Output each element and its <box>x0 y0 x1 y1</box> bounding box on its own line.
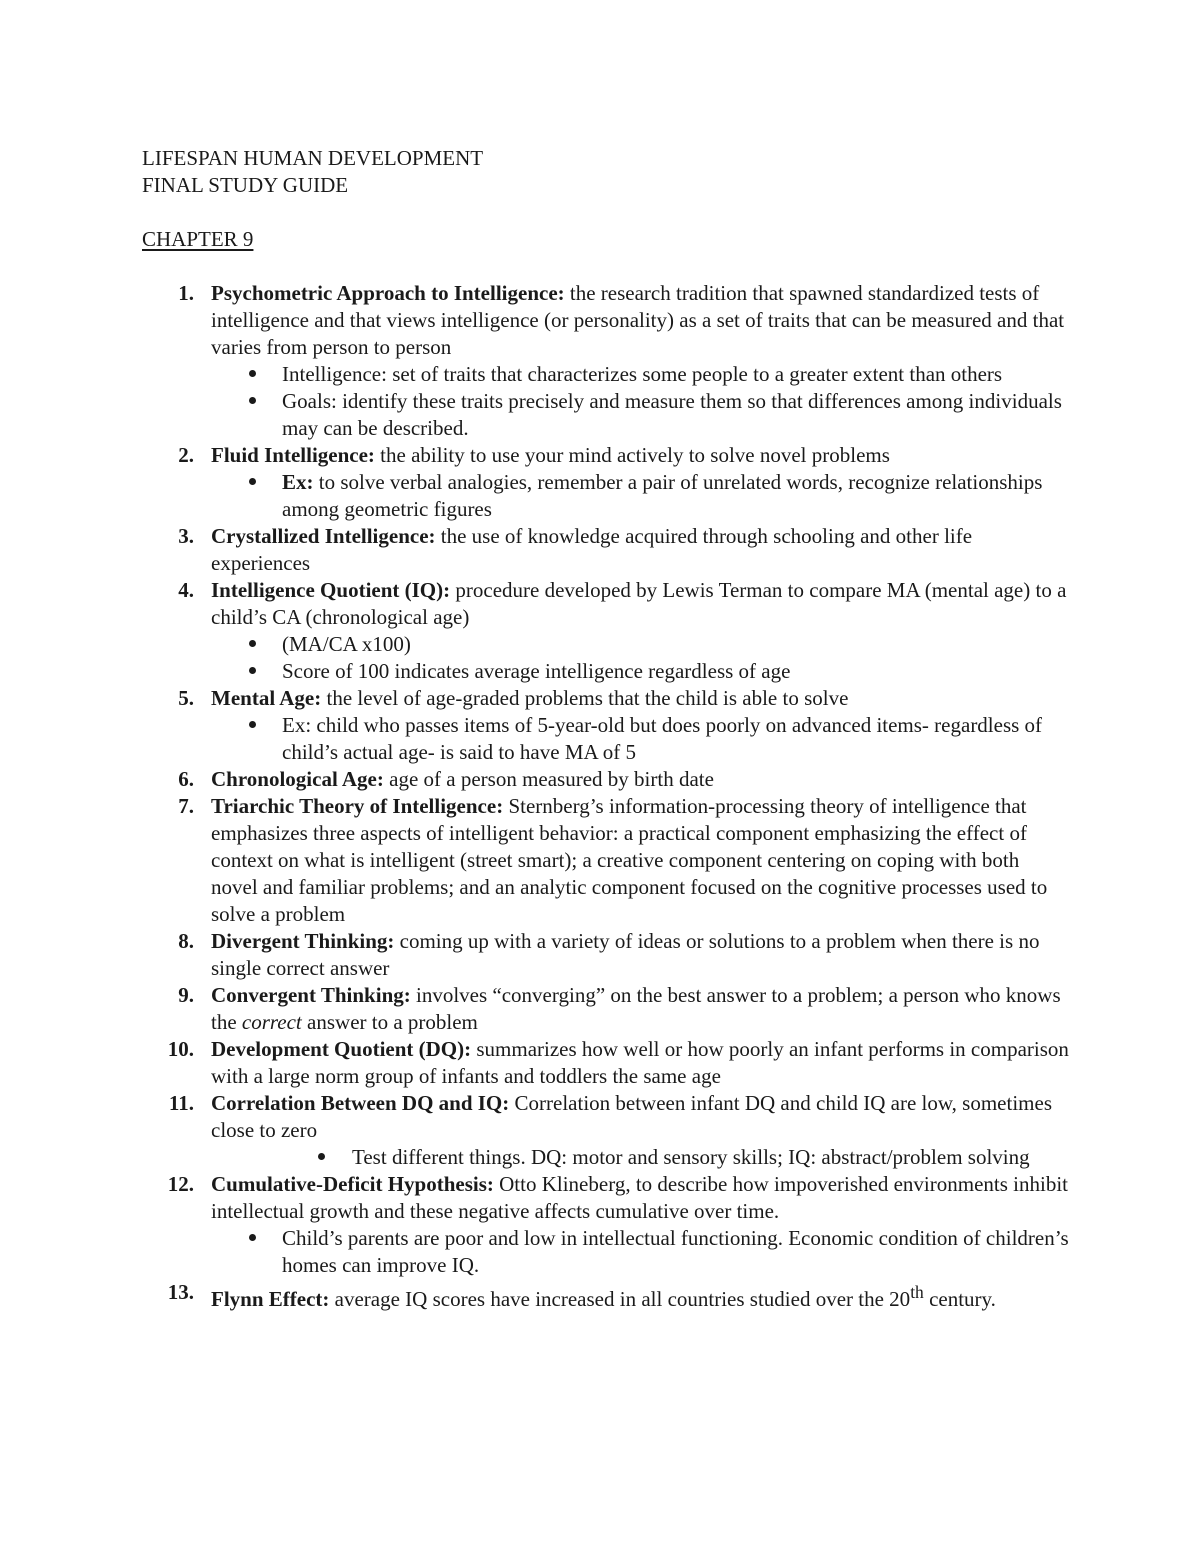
item-term: Correlation Between DQ and IQ: <box>211 1091 510 1115</box>
item-definition-end: answer to a problem <box>307 1010 478 1034</box>
item-number: 10. <box>167 1037 194 1061</box>
item-definition: procedure developed by Lewis Terman to compare MA (mental age) to a child’s CA (chronological age) <box>211 578 1067 629</box>
sub-item <box>211 361 1071 388</box>
item-term: Intelligence Quotient (IQ): <box>211 578 451 602</box>
item-term: Chronological Age: <box>211 767 384 791</box>
bullet-icon <box>249 640 256 647</box>
sub-item <box>211 658 1071 685</box>
item-definition: age of a person measured by birth date <box>389 767 714 791</box>
sub-list <box>211 1225 1071 1279</box>
chapter-heading: CHAPTER 9 <box>142 227 254 251</box>
item-number: 4. <box>178 578 194 602</box>
item-number: 2. <box>178 443 194 467</box>
item-definition: the level of age-graded problems that the child is able to solve <box>326 686 849 710</box>
item-number: 5. <box>178 686 194 710</box>
sub-item-text: Score of 100 indicates average intelligence regardless of age <box>282 659 791 683</box>
superscript-suffix: th <box>910 1282 924 1302</box>
sub-list <box>211 712 1071 766</box>
item-term: Cumulative-Deficit Hypothesis: <box>211 1172 494 1196</box>
item-definition: involves “converging” on the best answer to a problem; a person who knows the <box>211 983 1061 1034</box>
item-term: Mental Age: <box>211 686 322 710</box>
item-definition: Sternberg’s information-processing theory of intelligence that emphasizes three aspects of intelligent behavior: a practical component emphasizing the effect of context on what is intelligent (street smart); a creative component centering on coping with both novel and familiar problems; and an analytic component focused on the cognitive processes used to solve a problem <box>211 794 1048 926</box>
sub-item-text: Test different things. DQ: motor and sensory skills; IQ: abstract/problem solving <box>352 1145 1030 1169</box>
list-item <box>0 1036 1081 1090</box>
list-item <box>0 982 1091 1036</box>
sub-list <box>211 1144 1071 1171</box>
sub-item-term: Ex: <box>282 470 314 494</box>
list-item <box>0 1279 1071 1313</box>
sub-list <box>211 469 1071 523</box>
item-number: 9. <box>178 983 194 1007</box>
bullet-icon <box>318 1153 325 1160</box>
term-list <box>0 280 1200 1313</box>
bullet-icon <box>249 370 256 377</box>
item-number: 11. <box>168 1091 194 1115</box>
item-term: Flynn Effect: <box>211 1287 330 1311</box>
list-item <box>0 793 1071 928</box>
item-definition: Otto Klineberg, to describe how impoverished environments inhibit intellectual growth and these negative affects cumulative over time. <box>211 1172 1068 1223</box>
sub-item <box>211 1225 1071 1279</box>
bullet-icon <box>249 478 256 485</box>
list-item <box>0 1171 1071 1279</box>
sub-item <box>211 388 1071 442</box>
sub-item <box>211 1144 1071 1171</box>
list-item <box>0 442 1071 523</box>
item-number: 13. <box>167 1280 194 1304</box>
item-term: Crystallized Intelligence: <box>211 524 436 548</box>
list-item <box>0 1090 1071 1171</box>
list-item <box>0 766 1071 793</box>
item-number: 3. <box>178 524 194 548</box>
sub-item-text: (MA/CA x100) <box>282 632 411 656</box>
sub-item-text: Goals: identify these traits precisely and measure them so that differences among individuals may can be described. <box>282 389 1062 440</box>
item-term: Triarchic Theory of Intelligence: <box>211 794 504 818</box>
list-item <box>0 577 1071 685</box>
bullet-icon <box>249 1234 256 1241</box>
list-item <box>0 523 1071 577</box>
item-number: 8. <box>178 929 194 953</box>
item-definition: summarizes how well or how poorly an infant performs in comparison with a large norm group of infants and toddlers the same age <box>211 1037 1069 1088</box>
list-item <box>0 685 1071 766</box>
sub-item-text: Child’s parents are poor and low in intellectual functioning. Economic condition of children’s homes can improve IQ. <box>282 1226 1069 1277</box>
item-definition: Correlation between infant DQ and child IQ are low, sometimes close to zero <box>211 1091 1052 1142</box>
sub-item-text: Intelligence: set of traits that characterizes some people to a greater extent than others <box>282 362 1003 386</box>
sub-item <box>211 469 1071 523</box>
item-definition: the ability to use your mind actively to solve novel problems <box>380 443 890 467</box>
item-definition: average IQ scores have increased in all countries studied over the 20 <box>334 1287 911 1311</box>
item-term: Psychometric Approach to Intelligence: <box>211 281 565 305</box>
list-item <box>0 280 1071 442</box>
item-definition-end: century. <box>929 1287 996 1311</box>
item-term: Development Quotient (DQ): <box>211 1037 472 1061</box>
document-title: LIFESPAN HUMAN DEVELOPMENT <box>142 146 484 170</box>
sub-item-text: to solve verbal analogies, remember a pair of unrelated words, recognize relationships among geometric figures <box>282 470 1043 521</box>
sub-item <box>211 631 1071 658</box>
sub-list <box>211 361 1071 442</box>
item-definition: the research tradition that spawned standardized tests of intelligence and that views intelligence (or personality) as a set of traits that can be measured and that varies from person to person <box>211 281 1065 359</box>
item-definition-emphasis: correct <box>241 1010 302 1034</box>
list-item <box>0 928 1071 982</box>
bullet-icon <box>249 397 256 404</box>
item-definition: the use of knowledge acquired through schooling and other life experiences <box>211 524 973 575</box>
item-term: Fluid Intelligence: <box>211 443 375 467</box>
item-number: 12. <box>167 1172 194 1196</box>
item-number: 7. <box>178 794 194 818</box>
bullet-icon <box>249 721 256 728</box>
item-number: 6. <box>178 767 194 791</box>
item-term: Convergent Thinking: <box>211 983 411 1007</box>
sub-list <box>211 631 1071 685</box>
sub-item <box>211 712 1071 766</box>
item-number: 1. <box>178 281 194 305</box>
sub-item-text: Ex: child who passes items of 5-year-old but does poorly on advanced items- regardless of child’s actual age- is said to have MA of 5 <box>282 713 1043 764</box>
document-subtitle: FINAL STUDY GUIDE <box>142 173 349 197</box>
item-definition: coming up with a variety of ideas or solutions to a problem when there is no single correct answer <box>211 929 1040 980</box>
item-term: Divergent Thinking: <box>211 929 395 953</box>
bullet-icon <box>249 667 256 674</box>
